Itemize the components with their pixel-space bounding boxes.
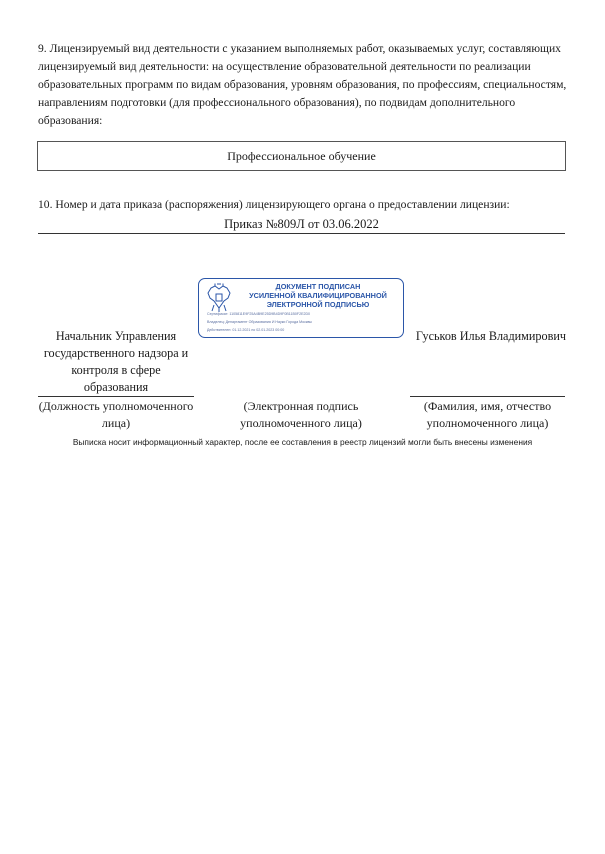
stamp-line-3: ЭЛЕКТРОННОЙ ПОДПИСЬЮ (266, 300, 370, 309)
caption-signature: (Электронная подпись уполномоченного лица) (240, 399, 362, 430)
coat-of-arms-icon (204, 283, 234, 313)
order-underline (38, 233, 565, 234)
signer-position: Начальник Управления государственного надзора и контроля в сфере образования (43, 329, 189, 394)
footer-note: Выписка носит информационный характер, после ее составления в реестр лицензий могли быть внесены изменения (72, 437, 533, 447)
caption-name: (Фамилия, имя, отчество уполномоченного лица) (423, 399, 552, 430)
electronic-signature-stamp (198, 278, 404, 338)
stamp-certificate: Сертификат: 1105811E9F25A4B9E25D9B4D9F0B11B0F2E2D0 (207, 312, 311, 316)
stamp-line-1: ДОКУМЕНТ ПОДПИСАН (275, 282, 361, 291)
section-9-text: 9. Лицензируемый вид деятельности с указанием выполняемых работ, оказываемых услуг, составляющих лицензируемый вид деятельности: на осуществление образовательной деятельности по реализации образовательных программ по видам образования, уровням образования, по профессиям, специальностям, направлениям подготовки (для профессионального образования), по подвидам дополнительного образования: (38, 42, 567, 127)
stamp-validity: Действителен: 01.12.2021 по 02.01.2023 00:00 (207, 328, 285, 332)
stamp-line-2: УСИЛЕННОЙ КВАЛИФИЦИРОВАННОЙ (249, 291, 387, 300)
order-number: Приказ №809Л от 03.06.2022 (224, 217, 379, 231)
activity-type-box: Профессиональное обучение (37, 141, 566, 171)
name-underline (410, 396, 565, 397)
position-underline (38, 396, 194, 397)
section-10-text: 10. Номер и дата приказа (распоряжения) лицензирующего органа о предоставлении лицензии: (38, 198, 510, 211)
stamp-owner: Владелец: Департамент Образования И Науки Города Москвы (207, 320, 312, 324)
caption-position: (Должность уполномоченного лица) (38, 399, 194, 430)
signer-name: Гуськов Илья Владимирович (415, 329, 566, 343)
